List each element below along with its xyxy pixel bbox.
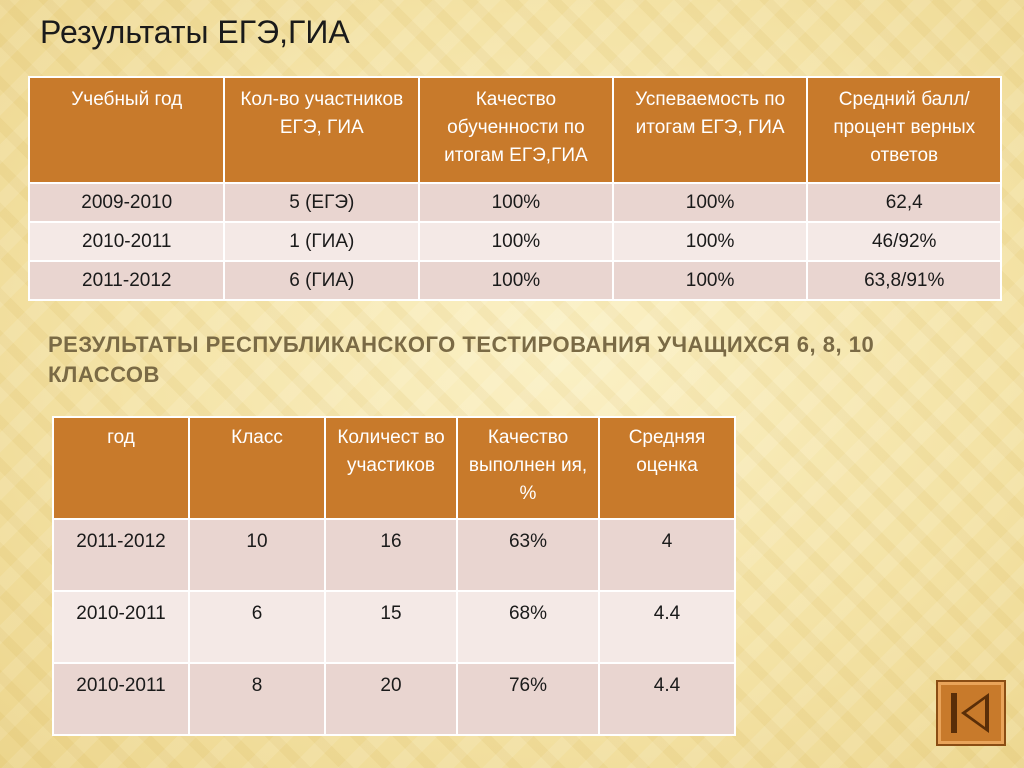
header-cell: Средний балл/процент верных ответов <box>807 77 1001 183</box>
section-heading: РЕЗУЛЬТАТЫ РЕСПУБЛИКАНСКОГО ТЕСТИРОВАНИЯ УЧАЩИХСЯ 6, 8, 10 КЛАССОВ <box>48 332 875 387</box>
table-cell: 100% <box>419 183 613 222</box>
table-cell: 16 <box>325 519 457 591</box>
table-cell: 63,8/91% <box>807 261 1001 300</box>
table-cell: 4.4 <box>599 663 735 735</box>
header-cell: Успеваемость по итогам ЕГЭ, ГИА <box>613 77 808 183</box>
table-cell: 2010-2011 <box>53 591 189 663</box>
table-cell: 10 <box>189 519 325 591</box>
republic-testing-table <box>52 416 736 736</box>
table-cell: 100% <box>613 183 808 222</box>
table-row <box>53 519 735 591</box>
table-row <box>53 591 735 663</box>
table-cell: 2010-2011 <box>29 222 224 261</box>
header-cell: Учебный год <box>29 77 224 183</box>
table-cell: 100% <box>419 222 613 261</box>
table-cell: 1 (ГИА) <box>224 222 419 261</box>
exam-results-table <box>28 76 1002 301</box>
table-header-row <box>53 417 735 519</box>
table-cell: 20 <box>325 663 457 735</box>
header-cell: Средняя оценка <box>599 417 735 519</box>
table-cell: 6 <box>189 591 325 663</box>
table-cell: 2009-2010 <box>29 183 224 222</box>
header-cell: год <box>53 417 189 519</box>
table-cell: 62,4 <box>807 183 1001 222</box>
table-row <box>29 183 1001 222</box>
table-cell: 2011-2012 <box>53 519 189 591</box>
table-row <box>29 261 1001 300</box>
header-cell: Кол-во участников ЕГЭ, ГИА <box>224 77 419 183</box>
header-cell: Класс <box>189 417 325 519</box>
table-cell: 2011-2012 <box>29 261 224 300</box>
table-cell: 46/92% <box>807 222 1001 261</box>
table-row <box>53 663 735 735</box>
table-header-row <box>29 77 1001 183</box>
table-cell: 5 (ЕГЭ) <box>224 183 419 222</box>
table-cell: 15 <box>325 591 457 663</box>
table-cell: 63% <box>457 519 599 591</box>
table-cell: 68% <box>457 591 599 663</box>
table-cell: 8 <box>189 663 325 735</box>
table-cell: 100% <box>613 261 808 300</box>
header-cell: Качество обученности по итогам ЕГЭ,ГИА <box>419 77 613 183</box>
table-cell: 2010-2011 <box>53 663 189 735</box>
table-cell: 4.4 <box>599 591 735 663</box>
skip-back-icon <box>941 685 1001 741</box>
table-cell: 76% <box>457 663 599 735</box>
table-cell: 100% <box>613 222 808 261</box>
table-row <box>29 222 1001 261</box>
table-cell: 4 <box>599 519 735 591</box>
table-cell: 100% <box>419 261 613 300</box>
header-cell: Качество выполнен ия, % <box>457 417 599 519</box>
first-slide-button[interactable] <box>938 682 1004 744</box>
header-cell: Количест во участиков <box>325 417 457 519</box>
slide-title: Результаты ЕГЭ,ГИА <box>40 14 350 50</box>
table-cell: 6 (ГИА) <box>224 261 419 300</box>
